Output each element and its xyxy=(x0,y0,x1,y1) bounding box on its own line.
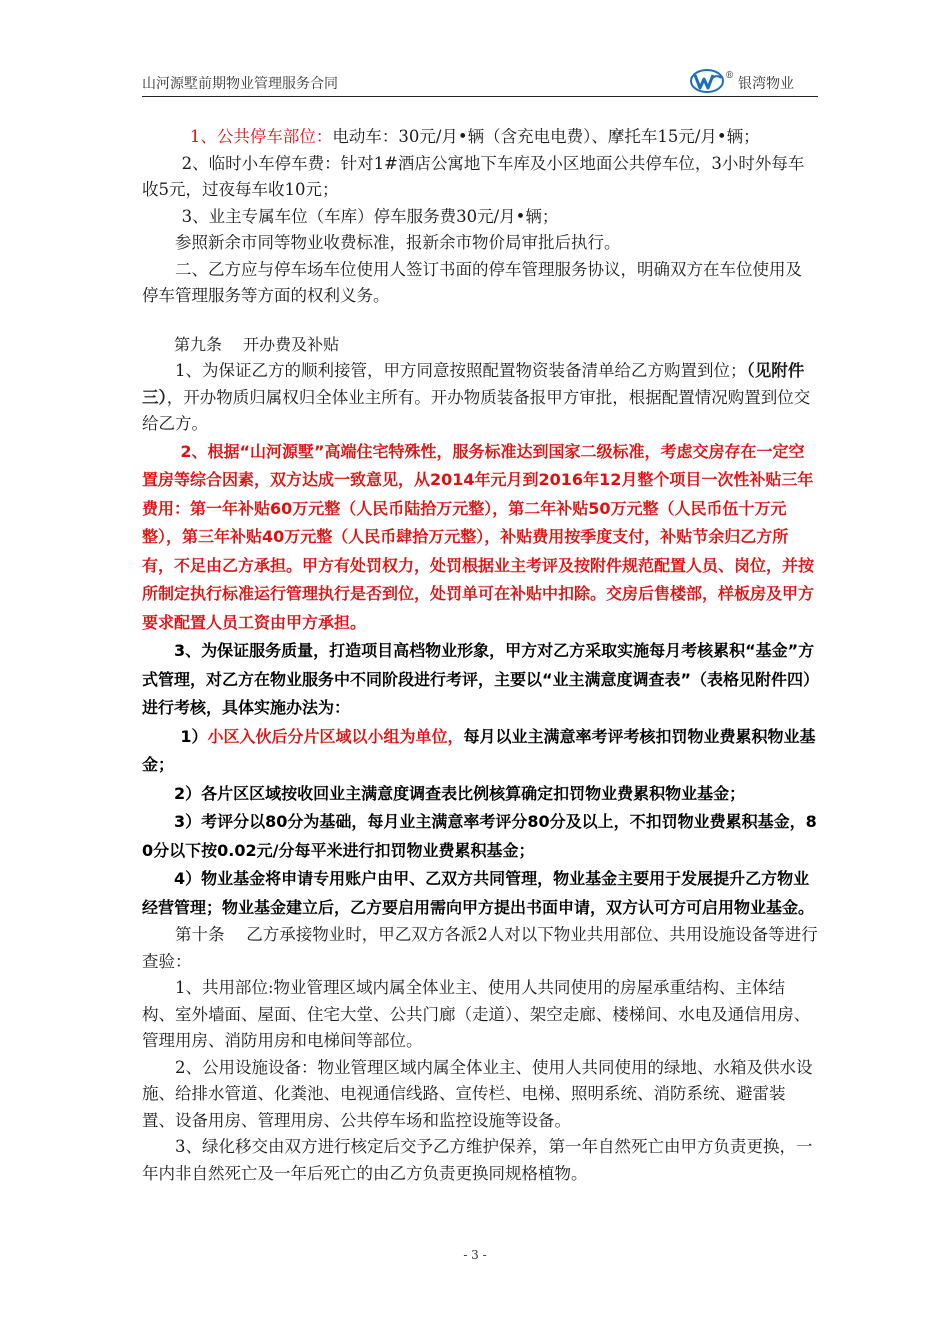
section-10-item-2: 2、公用设施设备：物业管理区域内属全体业主、使用人共同使用的绿地、水箱及供水设施、给排水管道、化粪池、电视通信线路、宣传栏、电梯、照明系统、消防系统、避雷装置、设备用房、管理用房、公共停车场和监控设施等设备。 xyxy=(142,1057,813,1130)
highlight-red: 公共停车部位： xyxy=(216,127,333,146)
section-10-item-3: 3、绿化移交由双方进行核定后交予乙方维护保养，第一年自然死亡由甲方负责更换，一年内非自然死亡及一年后死亡的由乙方负责更换同规格植物。 xyxy=(142,1137,813,1183)
header-title: 山河源墅前期物业管理服务合同 xyxy=(142,76,338,92)
paragraph-public-parking: 1、公共停车部位：电动车：30元/月•辆（含充电电费）、摩托车15元/月•辆； xyxy=(189,127,760,146)
section-9-subitem-2: 2）各片区区域按收回业主满意度调查表比例核算确定扣罚物业费累积物业基金； xyxy=(174,783,746,803)
section-9-item-2: 2、根据“山河源墅”高端住宅特殊性，服务标准达到国家二级标准，考虑交房存在一定空置房等综合因素，双方达成一致意见，从2014年元月到2016年12月整个项目一次性补贴三年费用：第一年补贴60万元整（人民币陆拾万元整），第二年补贴50万元整（人民币伍十万元整），第三年补贴40万元整（人民币肆拾万元整），补贴费用按季度支付，补贴节余归乙方所有，不足由乙方承担。甲方有处罚权力，处罚根据业主考评及按附件规范配置人员、岗位，并按所制定执行标准运行管理执行是否到位，处罚单可在补贴中扣除。交房后售楼部，样板房及甲方要求配置人员工资由甲方承担。 xyxy=(142,441,815,632)
paragraph-owner-parking: 3、业主专属车位（车库）停车服务费30元/月•辆； xyxy=(181,206,559,226)
page-number: - 3 - xyxy=(463,1248,487,1262)
paragraph-reference: 参照新余市同等物业收费标准，报新余市物价局审批后执行。 xyxy=(175,233,621,252)
company-logo xyxy=(690,67,794,93)
paragraph-agreement: 二、乙方应与停车场车位使用人签订书面的停车管理服务协议，明确双方在车位使用及停车管理服务等方面的权利义务。 xyxy=(142,259,802,305)
section-9-item-3: 3、为保证服务质量，打造项目高档物业形象，甲方对乙方采取实施每月考核累积“基金”方式管理，对乙方在物业服务中不同阶段进行考评，主要以“业主满意度调查表”（表格见附件四）进行考核，具体实施办法为： xyxy=(142,641,815,717)
section-10-item-1: 1、共用部位:物业管理区域内属全体业主、使用人共同使用的房屋承重结构、主体结构、室外墙面、屋面、住宅大堂、公共门廊（走道）、架空走廊、楼梯间、水电及通信用房、管理用房、消防用房和电梯间等部位。 xyxy=(142,978,811,1050)
document-body xyxy=(142,124,818,1187)
section-9-title: 第九条 开办费及补贴 xyxy=(174,334,340,354)
section-9-subitem-4: 4）物业基金将申请专用账户由甲、乙双方共同管理，物业基金主要用于发展提升乙方物业经营管理；物业基金建立后，乙方要启用需向甲方提出书面申请，双方认可方可启用物业基金。 xyxy=(142,869,815,917)
section-9-subitem-3: 3）考评分以80分为基础，每月业主满意率考评分80分及以上，不扣罚物业费累积基金，80分以下按0.02元/分每平米进行扣罚物业费累积基金； xyxy=(142,812,817,860)
section-10-intro: 第十条 乙方承接物业时，甲乙双方各派2人对以下物业共用部位、共用设施设备等进行查验： xyxy=(142,925,818,971)
section-9-item-1: 1、为保证乙方的顺利接管，甲方同意按照配置物资装备清单给乙方购置到位；（见附件三），开办物质归属权归全体业主所有。开办物质装备报甲方审批，根据配置情况购置到位交给乙方。 xyxy=(142,361,811,433)
section-9-subitem-1: 1）小区入伙后分片区域以小组为单位，每月以业主满意率考评考核扣罚物业费累积物业基金； xyxy=(142,726,816,774)
page-header xyxy=(142,66,818,97)
yinwan-logo-icon xyxy=(690,69,724,93)
registered-mark: ® xyxy=(725,71,734,81)
company-name: 银湾物业 xyxy=(738,76,794,92)
paragraph-temp-parking: 2、临时小车停车费：针对1#酒店公寓地下车库及小区地面公共停车位，3小时外每车收5元，过夜每车收10元； xyxy=(142,153,805,199)
